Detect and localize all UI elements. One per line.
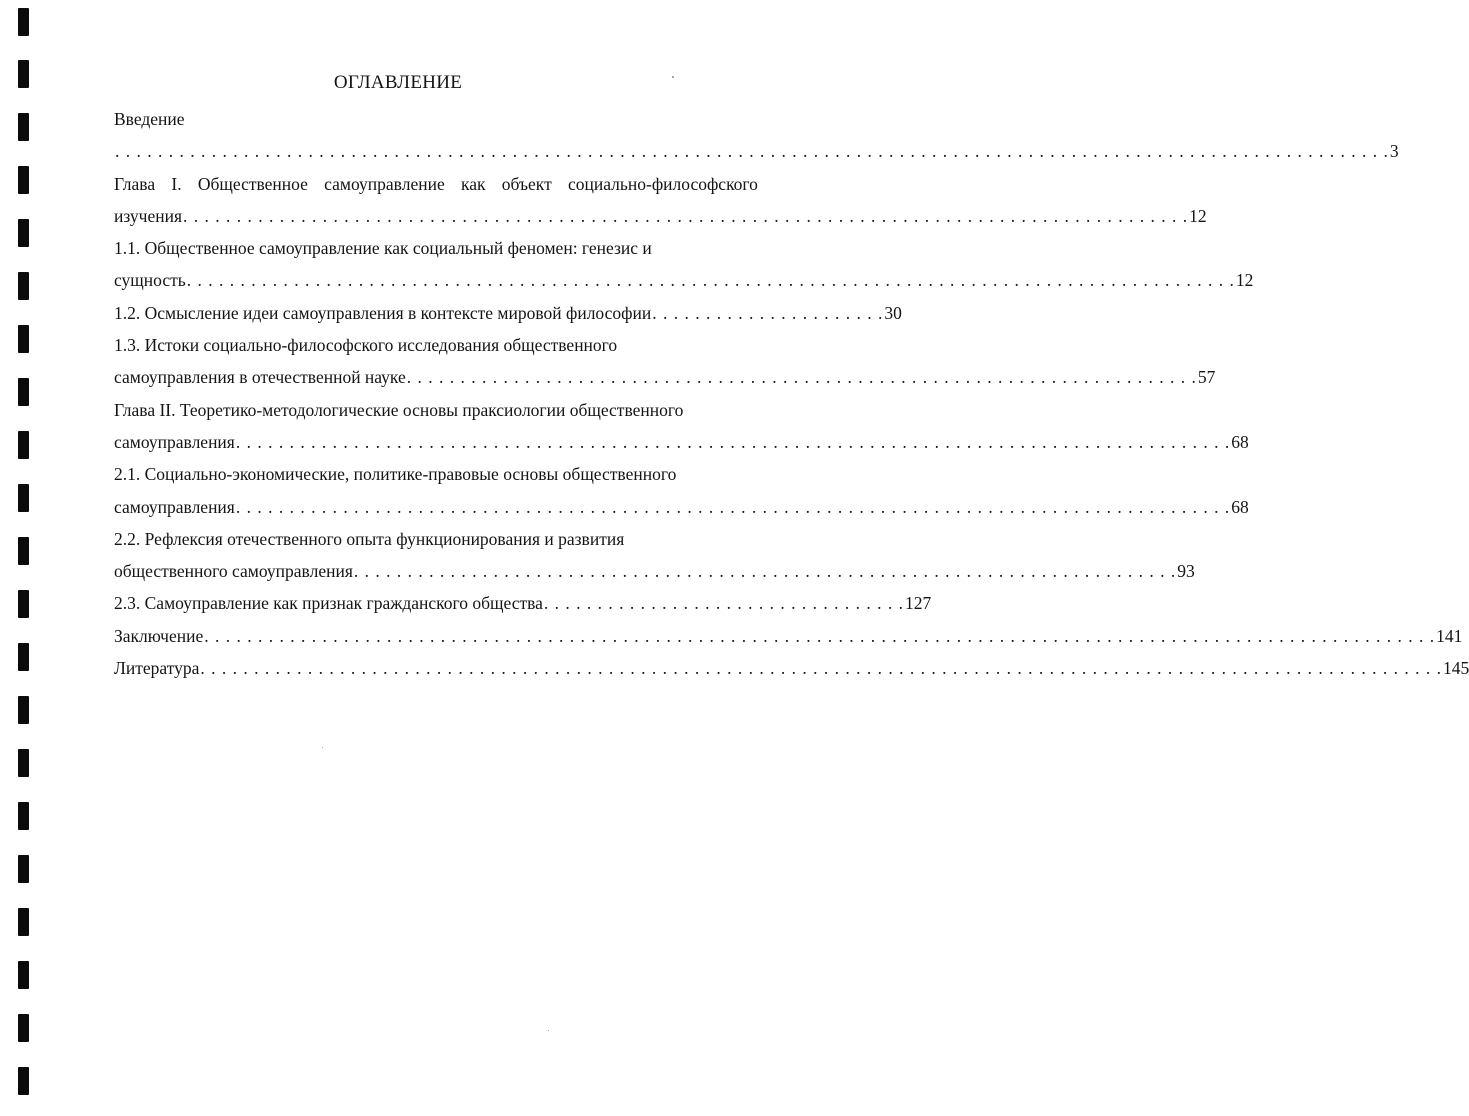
toc-leader-line — [114, 264, 1254, 296]
toc-leader-line — [114, 361, 1216, 393]
toc-entry-title-cont: самоуправления в отечественной науке — [114, 367, 406, 388]
toc-word: объект — [501, 173, 552, 194]
dot-leader: . . . . . . . . . . . . . . . . . . . . . . . . . . . . . . . . . . . . . . . . . . . . . . . . . . . . . . . . . . . . . . . . . . . . . . . . . . . . . — [353, 561, 1177, 582]
binding-hole — [18, 8, 29, 36]
toc-leader-line — [114, 200, 1207, 232]
scan-speck — [322, 747, 323, 748]
dot-leader: . . . . . . . . . . . . . . . . . . . . . . . . . . . . . . . . . . . . . . . . . . . . . . . . . . . . . . . . . . . . . . . . . . . . . . . . . . . . . . . . . . . . . . . . . . . . . . . . . . . . . . . . . . . . . . . . . . . — [204, 625, 1436, 646]
dot-leader: . . . . . . . . . . . . . . . . . . . . . . . . . . . . . . . . . . . . . . . . . . . . . . . . . . . . . . . . . . . . . . . . . . . . . . . . . . . . . . . . . . . . . . . . . . . . . . . . . . — [186, 270, 1235, 291]
toc-entry-title: 1.1. Общественное самоуправление как социальный феномен: генезис и — [114, 238, 652, 259]
toc-word: Глава — [114, 173, 156, 194]
toc-entry — [114, 587, 932, 619]
dot-leader: . . . . . . . . . . . . . . . . . . . . . . . . . . . . . . . . . . . . . . . . . . . . . . . . . . . . . . . . . . . . . . . . . . . . . . . . . . — [406, 367, 1197, 388]
toc-page-number: 145 — [1443, 658, 1469, 679]
binding-hole — [18, 113, 29, 141]
toc-entry-title: 2.2. Рефлексия отечественного опыта функционирования и развития — [114, 528, 625, 549]
toc-entry — [114, 168, 758, 200]
toc-leader-line — [114, 555, 1195, 587]
dot-leader: . . . . . . . . . . . . . . . . . . . . . . . . . . . . . . . . . . — [543, 593, 905, 614]
binding-hole — [18, 219, 29, 247]
toc-entry-title-cont: самоуправления — [114, 431, 235, 452]
dot-leader: . . . . . . . . . . . . . . . . . . . . . . . . . . . . . . . . . . . . . . . . . . . . . . . . . . . . . . . . . . . . . . . . . . . . . . . . . . . . . . . . . . . . . . . . . . . . . . . . . . . . . . . . . . . . . . . . . . . . . . . — [115, 141, 1389, 162]
toc-word: социально-философского — [568, 173, 758, 194]
toc-word: Общественное — [197, 173, 308, 194]
toc-entry — [114, 620, 1463, 652]
binding-hole — [18, 908, 29, 936]
toc-entry-title-cont: сущность — [114, 270, 186, 291]
binding-hole — [18, 378, 29, 406]
toc-page-number: 127 — [905, 593, 932, 614]
binding-hole — [18, 643, 29, 671]
scan-speck — [548, 1030, 549, 1031]
toc-page-number: 141 — [1436, 625, 1463, 646]
binding-hole — [18, 325, 29, 353]
dot-leader: . . . . . . . . . . . . . . . . . . . . . . . . . . . . . . . . . . . . . . . . . . . . . . . . . . . . . . . . . . . . . . . . . . . . . . . . . . . . . . . . . . . . . . . . . . . . . . . . . . . . . . . . . . . . . . . . . . . . — [200, 658, 1443, 679]
binding-hole — [18, 166, 29, 194]
toc-entry-title: 2.1. Социально-экономические, политике-правовые основы общественного — [114, 464, 677, 485]
dot-leader: . . . . . . . . . . . . . . . . . . . . . . . . . . . . . . . . . . . . . . . . . . . . . . . . . . . . . . . . . . . . . . . . . . . . . . . . . . . . . . . . . . . . . . . . . . . . . . — [183, 205, 1189, 226]
binding-hole — [18, 749, 29, 777]
binding-hole — [18, 961, 29, 989]
toc-word: как — [460, 173, 486, 194]
toc-page-number: 12 — [1235, 270, 1254, 291]
toc-word: самоуправление — [324, 173, 445, 194]
toc-page-number: 93 — [1177, 561, 1195, 582]
toc-entry — [114, 232, 758, 264]
toc-entry — [114, 652, 1469, 684]
binding-hole — [18, 1067, 29, 1095]
toc-page-number: 12 — [1189, 205, 1207, 226]
toc-entry-title: Глава II. Теоретико-методологические основы праксиологии общественного — [114, 399, 684, 420]
toc-entry-title: Введение — [114, 109, 185, 129]
binding-hole — [18, 272, 29, 300]
toc-page-number: 68 — [1231, 431, 1249, 452]
binding-hole — [18, 431, 29, 459]
toc-leader-line — [114, 135, 1399, 167]
dot-leader: . . . . . . . . . . . . . . . . . . . . . . — [652, 302, 884, 323]
toc-page-number: 30 — [884, 302, 902, 323]
table-of-contents — [114, 103, 1469, 684]
toc-word: I. — [171, 173, 182, 194]
page-title: ОГЛАВЛЕНИЕ — [333, 72, 463, 93]
toc-entry-title: 2.3. Самоуправление как признак гражданского общества — [114, 593, 543, 614]
toc-entry — [114, 297, 902, 329]
toc-entry — [114, 329, 758, 361]
binding-hole — [18, 590, 29, 618]
toc-entry-title: Заключение — [114, 625, 204, 646]
dot-leader: . . . . . . . . . . . . . . . . . . . . . . . . . . . . . . . . . . . . . . . . . . . . . . . . . . . . . . . . . . . . . . . . . . . . . . . . . . . . . . . . . . . . . . . . . . . . . — [235, 431, 1231, 452]
binding-hole — [18, 1014, 29, 1042]
toc-entry — [114, 523, 758, 555]
toc-entry-title-cont: изучения — [114, 205, 183, 226]
toc-entry-title-cont: общественного самоуправления — [114, 561, 353, 582]
binding-hole — [18, 802, 29, 830]
toc-page-number: 3 — [1389, 141, 1399, 162]
binding-holes — [18, 0, 32, 1116]
binding-hole — [18, 537, 29, 565]
binding-hole — [18, 855, 29, 883]
toc-entry — [114, 394, 758, 426]
toc-entry-title-cont: самоуправления — [114, 496, 235, 517]
toc-entry-title: 1.2. Осмысление идеи самоуправления в контексте мировой философии — [114, 302, 652, 323]
toc-entry-title: Литература — [114, 658, 200, 679]
toc-entry — [114, 458, 758, 490]
toc-leader-line — [114, 491, 1249, 523]
dot-leader: . . . . . . . . . . . . . . . . . . . . . . . . . . . . . . . . . . . . . . . . . . . . . . . . . . . . . . . . . . . . . . . . . . . . . . . . . . . . . . . . . . . . . . . . . . . . . — [235, 496, 1231, 517]
toc-page-number: 68 — [1231, 496, 1249, 517]
toc-entry-title: 1.3. Истоки социально-философского исследования общественного — [114, 335, 618, 356]
binding-hole — [18, 484, 29, 512]
binding-hole — [18, 696, 29, 724]
toc-leader-line — [114, 426, 1249, 458]
toc-page-number: 57 — [1197, 367, 1216, 388]
